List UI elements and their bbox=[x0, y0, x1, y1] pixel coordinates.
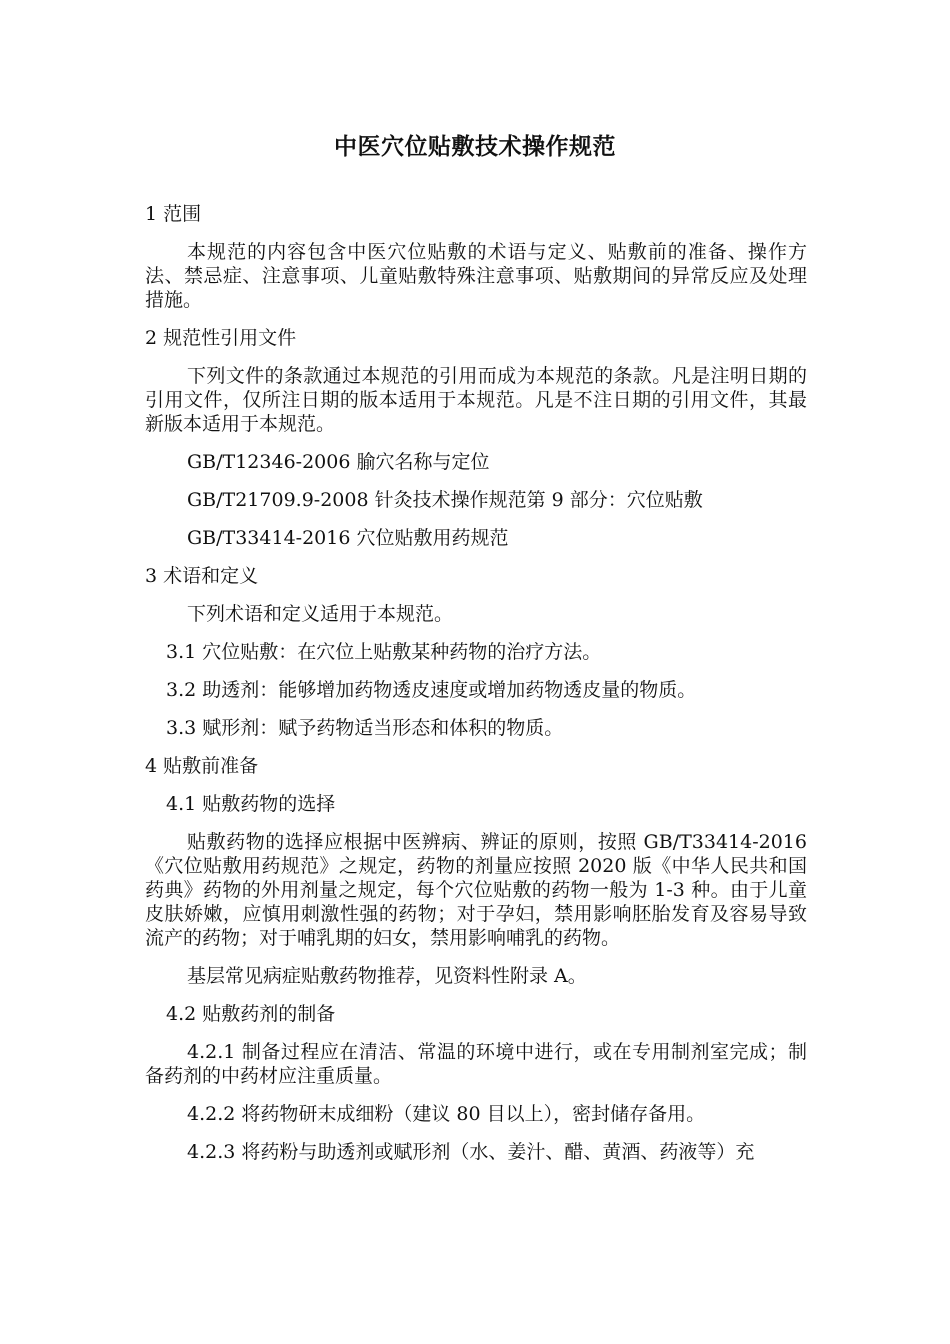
section-4-heading: 4 贴敷前准备 bbox=[145, 755, 259, 777]
section-1-paragraph: 本规范的内容包含中医穴位贴敷的术语与定义、贴敷前的准备、操作方法、禁忌症、注意事项、儿童贴敷特殊注意事项、贴敷期间的异常反应及处理措施。 bbox=[145, 241, 807, 311]
item-4-2-3: 4.2.3 将药粉与助透剂或赋形剂（水、姜汁、醋、黄酒、药液等）充 bbox=[187, 1141, 755, 1163]
term-3-3: 3.3 赋形剂：赋予药物适当形态和体积的物质。 bbox=[166, 717, 564, 739]
section-2-paragraph: 下列文件的条款通过本规范的引用而成为本规范的条款。凡是注明日期的引用文件，仅所注日期的版本适用于本规范。凡是不注日期的引用文件，其最新版本适用于本规范。 bbox=[145, 365, 807, 435]
term-3-2: 3.2 助透剂：能够增加药物透皮速度或增加药物透皮量的物质。 bbox=[166, 679, 697, 701]
term-3-1: 3.1 穴位贴敷：在穴位上贴敷某种药物的治疗方法。 bbox=[166, 641, 602, 663]
document-title: 中医穴位贴敷技术操作规范 bbox=[334, 133, 616, 160]
section-3-heading: 3 术语和定义 bbox=[145, 565, 259, 587]
section-3-paragraph: 下列术语和定义适用于本规范。 bbox=[187, 603, 454, 625]
item-4-2-1: 4.2.1 制备过程应在清洁、常温的环境中进行，或在专用制剂室完成；制备药剂的中药材应注重质量。 bbox=[145, 1041, 807, 1087]
section-4-1-paragraph-2: 基层常见病症贴敷药物推荐，见资料性附录 A。 bbox=[187, 965, 587, 987]
section-2-heading: 2 规范性引用文件 bbox=[145, 327, 297, 349]
document-body bbox=[145, 202, 807, 1178]
section-1-heading: 1 范围 bbox=[145, 203, 202, 225]
reference-gb-t33414: GB/T33414-2016 穴位贴敷用药规范 bbox=[187, 527, 509, 549]
item-4-2-2: 4.2.2 将药物研末成细粉（建议 80 目以上），密封储存备用。 bbox=[187, 1103, 706, 1125]
section-4-2-heading: 4.2 贴敷药剂的制备 bbox=[166, 1003, 336, 1025]
reference-gb-t21709: GB/T21709.9-2008 针灸技术操作规范第 9 部分：穴位贴敷 bbox=[187, 489, 703, 511]
section-4-1-heading: 4.1 贴敷药物的选择 bbox=[166, 793, 336, 815]
reference-gb-t12346: GB/T12346-2006 腧穴名称与定位 bbox=[187, 451, 490, 473]
section-4-1-paragraph-1: 贴敷药物的选择应根据中医辨病、辨证的原则，按照 GB/T33414-2016《穴位贴敷用药规范》之规定，药物的剂量应按照 2020 版《中华人民共和国药典》药物的外用剂量之规定，每个穴位贴敷的药物一般为 1-3 种。由于儿童皮肤娇嫩，应慎用刺激性强的药物；对于孕妇，禁用影响胚胎发育及容易导致流产的药物；对于哺乳期的妇女，禁用影响哺乳的药物。 bbox=[145, 831, 807, 949]
